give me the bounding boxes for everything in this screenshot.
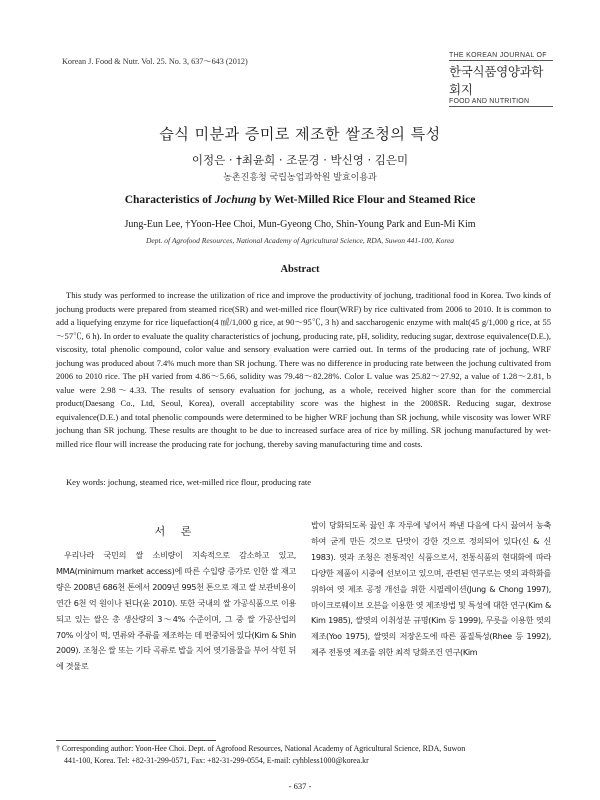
title-en-prefix: Characteristics of — [124, 194, 215, 206]
title-en-italic: Jochung — [214, 194, 257, 206]
intro-column-right: 밥이 당화되도록 끓인 후 자루에 넣어서 짜낸 다음에 다시 끓여서 농축하여 굳게 만든 것으로 단맛이 강한 것으로 정의되어 있다(신 & 신 1983). 엿과 조청은 전통적인 식품으로서, 전통식품의 현대화에 따라 다양한 제품이 시중에 선보이고 있으며, 관련된 연구로는 엿의 과학화를 위하여 엿 제조 공정 개선을 위한 시필레이션(Jung & Chong 1997), 마이크로웨이브 오븐을 이용한 엿 제조방법 및 특성에 대한 연구(Kim & Kim 1985), 쌀엿의 이취성분 규명(Kim 등 1999), 무릇을 이용한 엿의 제조(Yoo 1975), 쌀엿의 저장온도에 따른 품질특성(Rhee 등 1992), 제주 전통엿 제조를 위한 최적 당화조건 연구(Kim — [311, 520, 551, 658]
intro-column-left — [56, 548, 296, 675]
journal-name-en-top: THE KOREAN JOURNAL OF — [449, 52, 553, 61]
affiliation-korean: 농촌진흥청 국립농업과학원 발효이용과 — [223, 173, 377, 183]
keywords — [66, 477, 551, 487]
section-heading-introduction: 서 론 — [154, 525, 198, 538]
keywords-text: jochung, steamed rice, wet-milled rice flour, producing rate — [107, 477, 312, 487]
keywords-label: Key words: — [66, 477, 108, 487]
title-en-suffix: by Wet-Milled Rice Flour and Steamed Rice — [256, 194, 476, 206]
footnote-divider — [56, 740, 216, 741]
journal-logo — [449, 52, 553, 107]
footnote-line-2: 441-100, Korea. Tel: +82-31-299-0571, Fax: +82-31-299-0554, E-mail: cyhbless1000@korea.kr — [64, 756, 369, 765]
intro-left-text: 우리나라 국민의 쌀 소비량이 지속적으로 감소하고 있고, MMA(minimum market access)에 따른 수입량 증가로 인한 쌀 재고량은 2008년 686천 톤에서 2009년 995천 톤으로 재고 쌀 보관비용이 연간 6천 억 원이나 된다(윤 2010). 또한 국내의 쌀 가공식품으로 이용되고 있는 쌀은 총 생산량의 3～4% 수준이며, 그 중 쌀 가공산업의 70% 이상이 떡, 면류와 주류를 제조하는 데 편중되어 있다(Kim & Shin 2009). 조청은 쌀 또는 기타 곡류로 밥을 지어 엿기름물을 부어 삭힌 뒤에 겻물로 — [56, 550, 296, 672]
page-number: - 637 - — [288, 781, 312, 791]
citation-line: Korean J. Food & Nutr. Vol. 25. No. 3, 637～643 (2012) — [62, 57, 248, 66]
authors-korean: 이정은 · †최윤희 · 조문경 · 박신영 · 김은미 — [191, 153, 409, 167]
abstract-text: This study was performed to increase the utilization of rice and improve the productivity of jochung, traditional food in Korea. Two kinds of jochung products were prepared from steamed rice(SR) and wet-milled rice flour(WRF) by rice cultivated from 2006 to 2010. It is common to add a liquefying enzyme for rice liquefaction(4 ㎖/1,000 g rice, at 90～95℃, 3 h) and saccharogenic enzyme with malt(45 g/1,000 g rice, at 55～57℃, 6 h). In order to evaluate the quality characteristics of jochung, producing rate, pH, solidity, reducing sugar, dextrose equivalence(D.E.), viscosity, total phenolic compound, color value and sensory evaluation were carried out. In terms of the producing rate of jochung, WRF jochung was produced about 7.4% much more than SR jochung. There was no difference in producing rate between the jochung cultivated from 2006 to 2010 rice. The pH varied from 4.86～5.66, solidity was 79.48～82.28%. Color L value was 25.82～27.92, a value of 1.28～2.81, b value were 2.98～4.33. The results of sensory evaluation for jochung, as a whole, received higher score than for the commercial product(Daesang Co., Ltd, Seoul, Korea), overall acceptability score was the highest in the 2008SR. Reducing sugar, dextrose equivalence(D.E.) and total phenolic compounds were determined to be higher WRF jochung than SR jochung, while viscosity was lower WRF jochung than SR jochung. These results are thought to be due to increased surface area of rice by milling. SR jochung manufactured by wet-milled rice flour will increase the producing rate for jochung, thereby saving manufacturing time and costs. — [56, 290, 551, 450]
corresponding-author-footnote — [56, 743, 553, 767]
journal-name-ko: 한국식품영양과학회지 — [449, 64, 544, 97]
footnote-line-1: † Corresponding author: Yoon-Hee Choi. Dept. of Agrofood Resources, National Academy of Agricultural Science, RDA, Suwon — [56, 744, 466, 753]
paper-title-korean: 습식 미분과 증미로 제조한 쌀조청의 특성 — [159, 125, 441, 143]
abstract-heading: Abstract — [280, 264, 320, 275]
authors-english: Jung-Eun Lee, †Yoon-Hee Choi, Mun-Gyeong Cho, Shin-Young Park and Eun-Mi Kim — [124, 219, 476, 230]
journal-name-en-bottom: FOOD AND NUTRITION — [449, 98, 553, 107]
abstract-body — [56, 289, 551, 452]
paper-title-english — [0, 194, 600, 206]
affiliation-english: Dept. of Agrofood Resources, National Academy of Agricultural Science, RDA, Suwon 441-100, Korea — [145, 236, 455, 245]
